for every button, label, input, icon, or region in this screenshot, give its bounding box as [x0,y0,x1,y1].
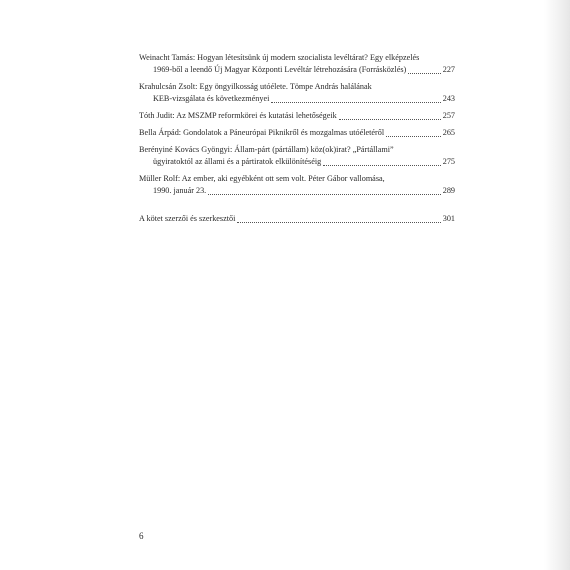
dot-leader [208,183,441,195]
table-of-contents [139,52,455,230]
page-edge-shadow [544,0,570,570]
toc-entry-title-cont: 1990. január 23. [153,186,207,195]
dot-leader [408,62,440,74]
toc-entry-title: Krahulcsán Zsolt: Egy öngyilkosság utóélete. Tömpe András halálának [139,82,372,91]
toc-entry-muller [139,173,455,197]
toc-page-number: 257 [442,111,455,120]
toc-entry-title-cont: ügyiratoktól az állami és a pártiratok elkülönítéséig [153,157,322,166]
toc-page-number: 301 [442,214,455,223]
toc-page-number: 227 [442,65,455,74]
toc-entry-bella [139,127,455,139]
dot-leader [237,211,440,223]
toc-entry-title: Bella Árpád: Gondolatok a Páneurópai Piknikről és mozgalmas utóéletéről [139,128,385,137]
dot-leader [323,154,440,166]
toc-entry-title: Weinacht Tamás: Hogyan létesítsünk új modern szocialista levéltárat? Egy elképzelés [139,53,420,62]
toc-entry-berenyine [139,144,455,168]
toc-entry-weinacht [139,52,455,76]
toc-entry-title-cont: 1969-ből a leendő Új Magyar Központi Levéltár létrehozására (Forrásközlés) [153,65,407,74]
toc-entry-title: Müller Rolf: Az ember, aki egyébként ott sem volt. Péter Gábor vallomása, [139,174,385,183]
dot-leader [386,125,441,137]
toc-page-number: 265 [442,128,455,137]
toc-page-number: 289 [442,186,455,195]
page-number: 6 [139,531,144,541]
toc-entry-title: Tóth Judit: Az MSZMP reformkörei és kutatási lehetőségeik [139,111,337,120]
dot-leader [271,91,440,103]
toc-entry-toth [139,110,455,122]
toc-entry-title-cont: KEB-vizsgálata és következményei [153,94,270,103]
toc-entry-authors [139,213,455,225]
dot-leader [339,108,441,120]
toc-entry-krahulcsan [139,81,455,105]
toc-page-number: 275 [442,157,455,166]
toc-entry-title: Berényiné Kovács Gyöngyi: Állam-párt (pártállam) köz(ok)irat? „Pártállami” [139,145,394,154]
toc-page-number: 243 [442,94,455,103]
toc-entry-title: A kötet szerzői és szerkesztői [139,214,236,223]
